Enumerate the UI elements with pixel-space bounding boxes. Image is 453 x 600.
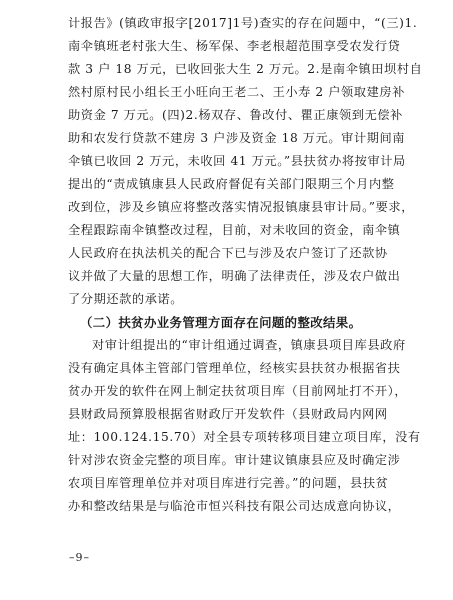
text-line: 全程跟踪南伞镇整改过程，目前，对未收回的资金，南伞镇: [68, 223, 401, 237]
text-line: 计报告》(镇政审报字[2017]1号)查实的存在问题中，“(三)1.: [68, 16, 418, 30]
text-line: 助资金 7 万元。(四)2.杨双存、鲁改付、瞿正康领到无偿补: [68, 108, 403, 122]
text-line: 对审计组提出的“审计组通过调查，镇康县项目库县政府: [92, 338, 406, 352]
text-line: 然村原村民小组长王小旺向王老二、王小寿 2 户领取建房补: [68, 85, 405, 99]
text-line: 县财政局预算股根据省财政厅开发软件（县财政局内网网: [68, 407, 388, 421]
body-text: [68, 12, 423, 518]
page-number: –9–: [69, 551, 90, 564]
text-line: 针对涉农资金完整的项目库。审计建议镇康县应及时确定涉: [68, 453, 401, 467]
text-line: 议并做了大量的思想工作，明确了法律责任，涉及农户做出: [68, 269, 401, 283]
text-line: 人民政府在执法机关的配合下已与涉及农户签订了还款协: [68, 246, 388, 260]
text-line: 南伞镇班老村张大生、杨军保、李老根超范围享受农发行贷: [68, 39, 401, 53]
text-line: 改到位，涉及乡镇应将整改落实情况报镇康县审计局。”要求，: [68, 200, 414, 214]
text-line: 没有确定具体主管部门管理单位，经核实县扶贫办根据省扶: [68, 361, 401, 375]
text-line: 农项目库管理单位并对项目库进行完善。”的问题，县扶贫: [68, 476, 389, 490]
text-line: 了分期还款的承诺。: [68, 292, 184, 306]
text-line: 款 3 户 18 万元，已收回张大生 2 万元。2.是南伞镇田坝村自: [68, 62, 423, 76]
text-line: 办和整改结果是与临沧市恒兴科技有限公司达成意向协议，: [68, 499, 401, 513]
text-line: 址：100.124.15.70）对全县专项转移项目建立项目库，没有: [68, 430, 421, 444]
section-heading: （二）扶贫办业务管理方面存在问题的整改结果。: [80, 315, 362, 330]
text-line: 助和农发行贷款不建房 3 户涉及资金 18 万元。审计期间南: [68, 131, 406, 145]
text-line: 贫办开发的软件在网上制定扶贫项目库（目前网址打不开），: [68, 384, 408, 398]
text-line: 提出的“责成镇康县人民政府督促有关部门限期三个月内整: [68, 177, 395, 191]
text-line: 伞镇已收回 2 万元，未收回 41 万元。”县扶贫办将按审计局: [68, 154, 406, 168]
